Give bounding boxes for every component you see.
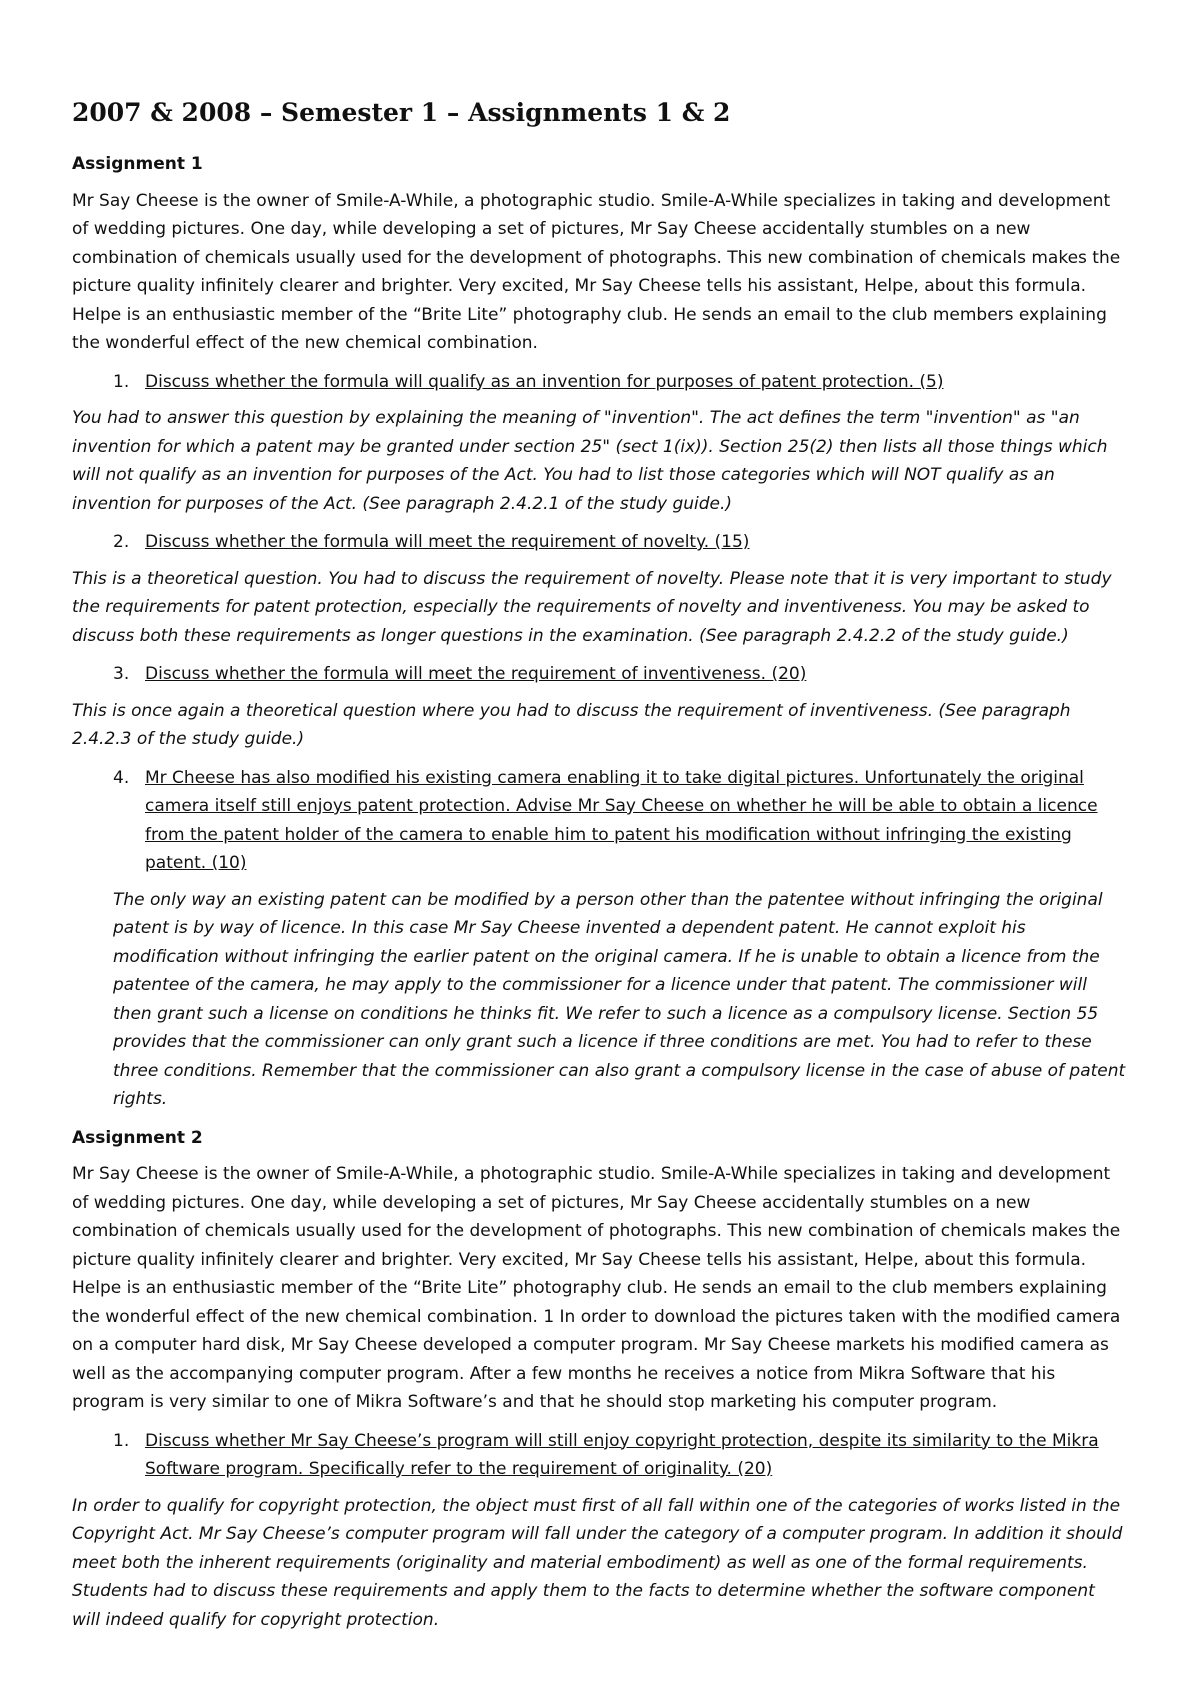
answer-text: The only way an existing patent can be modified by a person other than the patentee without infringing the original patent is by way of licence. In this case Mr Say Cheese invented a dependent patent. He cannot exploit his modification without infringing the earlier patent on the original camera. If he is unable to obtain a licence from the patentee of the camera, he may apply to the commissioner for a licence under that patent. The commissioner will then grant such a license on conditions he thinks fit. We refer to such a licence as a compulsory license. Section 55 provides that the commissioner can only grant such a licence if three conditions are met. You had to refer to these three conditions. Remember that the commissioner can also grant a compulsory license in the case of abuse of patent rights. [113, 889, 1126, 1109]
assignment-2-intro: Mr Say Cheese is the owner of Smile-A-While, a photographic studio. Smile-A-While specializes in taking and development of wedding pictures. One day, while developing a set of pictures, Mr Say Cheese accidentally stumbles on a new combination of chemicals usually used for the development of photographs. This new combination of chemicals makes the picture quality infinitely clearer and brighter. Very excited, Mr Say Cheese tells his assistant, Helpe, about this formula. Helpe is an enthusiastic member of the “Brite Lite” photography club. He sends an email to the club members explaining the wonderful effect of the new chemical combination. 1 In order to download the pictures taken with the modified camera on a computer hard disk, Mr Say Cheese developed a computer program. Mr Say Cheese markets his modified camera as well as the accompanying computer program. After a few months he receives a notice from Mikra Software that his program is very similar to one of Mikra Software’s and that he should stop marketing his computer program. [72, 1164, 1121, 1412]
answer-text: You had to answer this question by explaining the meaning of "invention". The act defines the term "invention" as "an invention for which a patent may be granted under section 25" (sect 1(ix)). Section 25(2) then lists all those things which will not qualify as an invention for purposes of the Act. You had to list those categories which will NOT qualify as an invention for purposes of the Act. (See paragraph 2.4.2.1 of the study guide.) [72, 408, 1108, 514]
answer-text: In order to qualify for copyright protection, the object must first of all fall within one of the categories of works listed in the Copyright Act. Mr Say Cheese’s computer program will fall under the category of a computer program. In addition it should meet both the inherent requirements (originality and material embodiment) as well as one of the formal requirements. Students had to discuss these requirements and apply them to the facts to determine whether the software component will indeed qualify for copyright protection. [72, 1495, 1123, 1630]
question-item [72, 368, 1128, 397]
assignment-1-heading: Assignment 1 [72, 154, 203, 174]
assignment-2-section [72, 1124, 1128, 1635]
question-text: Discuss whether Mr Say Cheese’s program will still enjoy copyright protection, despite its similarity to the Mikra Software program. Specifically refer to the requirement of originality. (20) [145, 1430, 1099, 1479]
answer-text: This is once again a theoretical question where you had to discuss the requirement of inventiveness. (See paragraph 2.4.2.3 of the study guide.) [72, 700, 1071, 749]
question-text: Discuss whether the formula will qualify as an invention for purposes of patent protection. (5) [145, 371, 944, 392]
assignment-1-intro: Mr Say Cheese is the owner of Smile-A-While, a photographic studio. Smile-A-While specializes in taking and development of wedding pictures. One day, while developing a set of pictures, Mr Say Cheese accidentally stumbles on a new combination of chemicals usually used for the development of photographs. This new combination of chemicals makes the picture quality infinitely clearer and brighter. Very excited, Mr Say Cheese tells his assistant, Helpe, about this formula. Helpe is an enthusiastic member of the “Brite Lite” photography club. He sends an email to the club members explaining the wonderful effect of the new chemical combination. [72, 190, 1121, 353]
question-item [72, 528, 1128, 557]
question-number: 1. [113, 371, 130, 392]
question-number: 4. [113, 767, 130, 788]
question-text: Discuss whether the formula will meet the requirement of inventiveness. (20) [145, 664, 807, 684]
answer-text: This is a theoretical question. You had to discuss the requirement of novelty. Please note that it is very important to study the requirements for patent protection, especially the requirements of novelty and inventiveness. You may be asked to discuss both these requirements as longer questions in the examination. (See paragraph 2.4.2.2 of the study guide.) [72, 568, 1112, 646]
question-number: 1. [113, 1430, 130, 1451]
assignment-2-heading: Assignment 2 [72, 1127, 203, 1148]
question-number: 2. [113, 532, 130, 552]
question-text: Mr Cheese has also modified his existing camera enabling it to take digital pictures. Unfortunately the original camera itself still enjoys patent protection. Advise Mr Say Cheese on whether he will be able to obtain a licence from the patent holder of the camera to enable him to patent his modification without infringing the existing patent. (10) [145, 767, 1098, 873]
question-item [72, 764, 1128, 878]
question-text: Discuss whether the formula will meet the requirement of novelty. (15) [145, 532, 750, 552]
question-number: 3. [113, 664, 130, 684]
question-item [72, 660, 1128, 689]
question-item [72, 1427, 1128, 1484]
page-title: 2007 & 2008 – Semester 1 – Assignments 1 & 2 [72, 98, 731, 127]
assignment-1-section [72, 150, 1128, 1114]
